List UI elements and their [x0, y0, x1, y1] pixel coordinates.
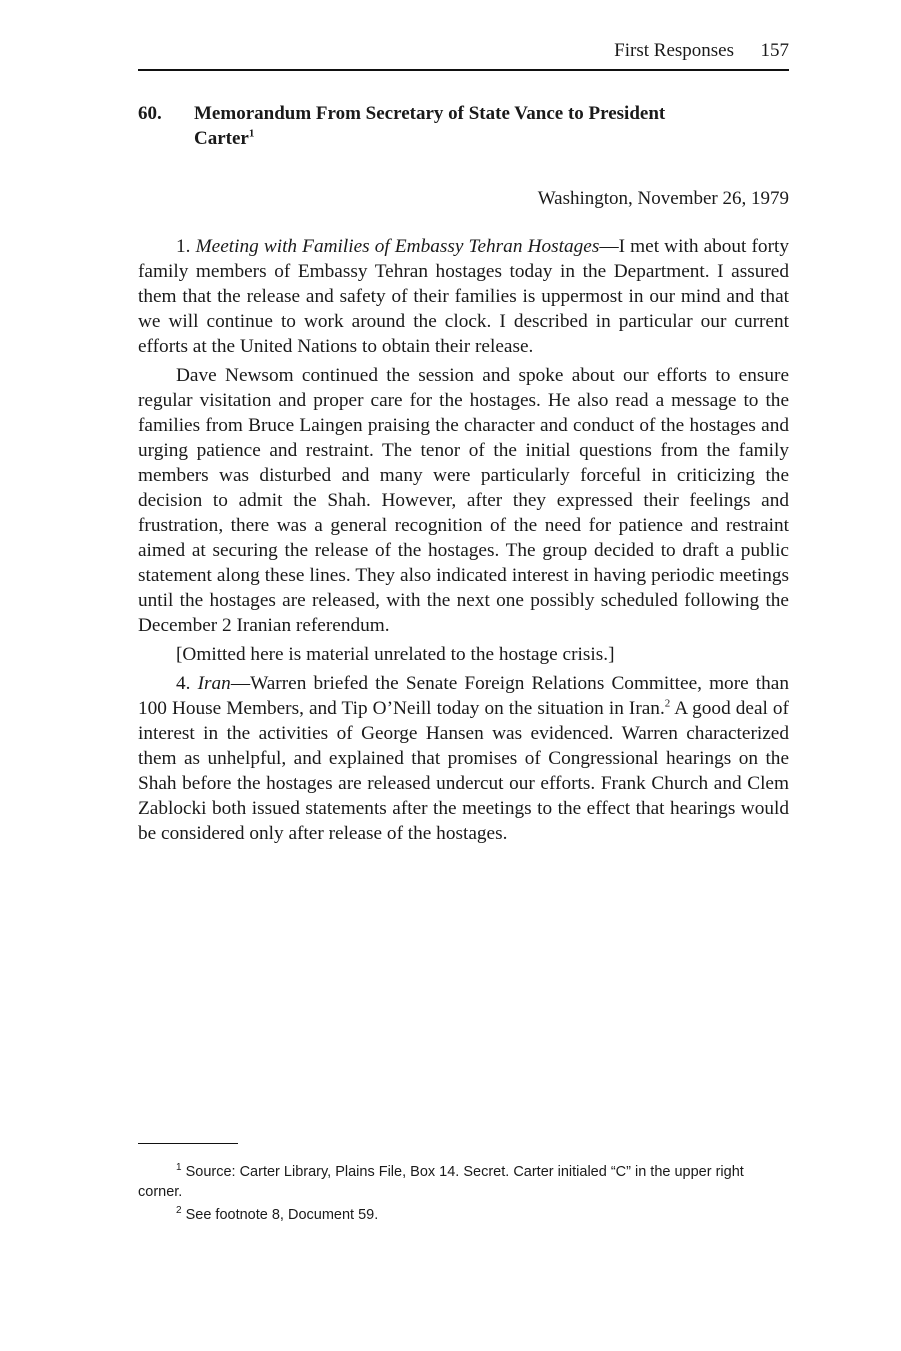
p4-text-b: A good deal of interest in the activities of George Hansen was evidenced. Warren characterized them as unhelpful, and explained that promises of Congressional hearings on the Shah before the hostages are released undercut our efforts. Frank Church and Clem Zablocki both issued statements after the meetings to the effect that hearings would be considered only after release of the hostages.: [138, 698, 789, 844]
footnotes: [138, 1162, 789, 1228]
paragraph-1: [138, 234, 789, 359]
running-head-section: First Responses: [614, 40, 734, 61]
footnote-ref-2[interactable]: 2: [664, 697, 671, 710]
footnote-1-marker: 1: [176, 1162, 182, 1174]
document-body: [138, 234, 789, 850]
p4-subject: Iran: [197, 673, 231, 694]
page-number: 157: [760, 40, 789, 61]
p1-text: —I met with about forty family members of Embassy Tehran hostages today in the Department. I assured them that the release and safety of their families is uppermost in our mind and that we will continue to work around the clock. I described in particular our current efforts at the United Nations to obtain their release.: [138, 236, 789, 357]
p4-lead: 4.: [176, 673, 198, 694]
footnote-ref-1[interactable]: 1: [248, 127, 255, 140]
footnote-rule: [138, 1143, 238, 1144]
p1-lead: 1.: [176, 236, 196, 257]
document-title: [194, 101, 714, 151]
paragraph-2: Dave Newsom continued the session and spoke about our efforts to ensure regular visitation and proper care for the hostages. He also read a message to the families from Bruce Laingen praising the character and conduct of the hostages and urging patience and restraint. The tenor of the initial questions from the family members was disturbed and many were particularly forceful in criticizing the decision to admit the Shah. However, after they expressed their feelings and frustration, there was a general recognition of the need for patience and restraint aimed at securing the release of the hostages. The group decided to draft a public statement along these lines. They also indicated interest in having periodic meetings until the hostages are released, with the next one possibly scheduled following the December 2 Iranian referendum.: [138, 365, 789, 636]
document-number: 60.: [138, 103, 162, 124]
footnote-2-text: See footnote 8, Document 59.: [181, 1207, 379, 1223]
header-rule: [138, 69, 789, 71]
running-head: [138, 40, 789, 70]
dateline: Washington, November 26, 1979: [537, 188, 789, 209]
footnote-1: [138, 1162, 789, 1202]
footnote-2-marker: 2: [176, 1205, 182, 1217]
p4-text-a: —Warren briefed the Senate Foreign Relations Committee, more than 100 House Members, and Tip O’Neill today on the situation in Iran.: [138, 673, 789, 719]
document-title-text: Memorandum From Secretary of State Vance to President Carter: [194, 103, 666, 149]
footnote-1-text: Source: Carter Library, Plains File, Box 14. Secret. Carter initialed “C” in the upper right corner.: [138, 1164, 744, 1200]
footnote-2: [138, 1205, 789, 1225]
p1-subject: Meeting with Families of Embassy Tehran Hostages: [195, 236, 600, 257]
paragraph-3: [Omitted here is material unrelated to the hostage crisis.]: [176, 644, 615, 665]
paragraph-4: [138, 671, 789, 846]
